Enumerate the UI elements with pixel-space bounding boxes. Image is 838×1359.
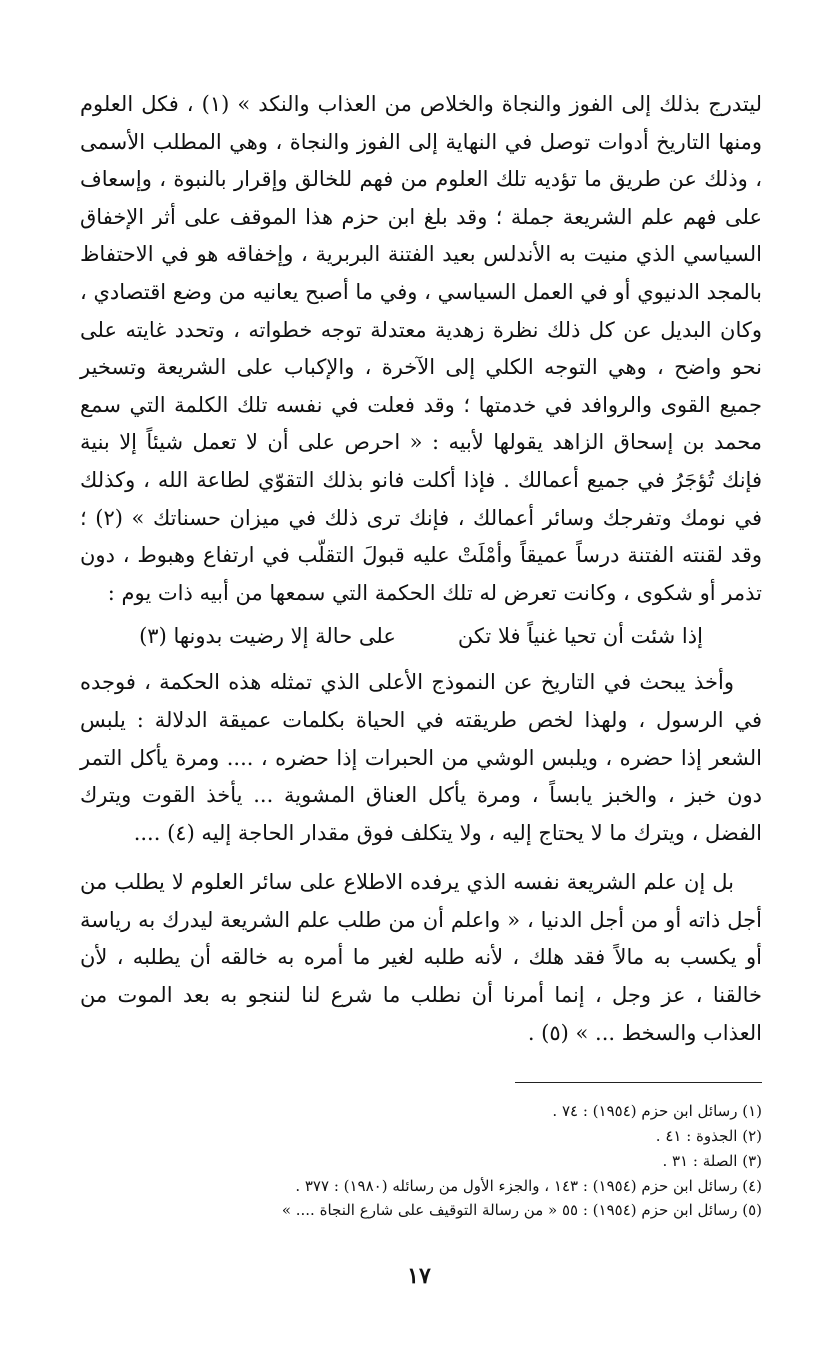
body-paragraph-1: ليتدرج بذلك إلى الفوز والنجاة والخلاص من العذاب والنكد » (١) ، فكل العلوم ومنها التاريخ أدوات توصل في النهاية إلى الفوز والنجاة ، وهي المطلب الأسمى ، وذلك عن طريق ما تؤديه تلك العلوم من فهم للخالق وإقرار بالنبوة ، وإسعاف على فهم علم الشريعة جملة ؛ وقد بلغ ابن حزم هذا الموقف على أثر الإخفاق السياسي الذي منيت به الأندلس بعيد الفتنة البربرية ، وإخفاقه هو في الاحتفاظ بالمجد الدنيوي أو في العمل السياسي ، وفي ما أصبح يعانيه من وضع اقتصادي ، وكان البديل عن كل ذلك نظرة زهدية معتدلة توجه خطواته ، وتحدد غايته على نحو واضح ، وهي التوجه الكلي إلى الآخرة ، والإكباب على الشريعة وتسخير جميع القوى والروافد في خدمتها ؛ وقد فعلت في نفسه تلك الكلمة التي سمع محمد بن إسحاق الزاهد يقولها لأبيه : « احرص على أن لا تعمل شيئاً إلا بنية فإنك تُؤجَرُ في جميع أعمالك . فإذا أكلت فانو بذلك التقوّي لطاعة الله ، وكذلك في نومك وتفرجك وسائر أعمالك ، فإنك ترى ذلك في ميزان حسناتك » (٢) ؛ وقد لقنته الفتنة درساً عميقاً وأمْلَتْ عليه قبولَ التقلّب في ارتفاع وهبوط ، دون تذمر أو شكوى ، وكانت تعرض له تلك الحكمة التي سمعها من أبيه ذات يوم : [80,92,763,605]
footnote-divider [515,1082,762,1083]
footnote-1: (١) رسائل ابن حزم (١٩٥٤) : ٧٤ . [552,1102,762,1121]
footnote-3: (٣) الصلة : ٣١ . [662,1151,762,1170]
footnote-5: (٥) رسائل ابن حزم (١٩٥٤) : ٥٥ « من رسالة التوقيف على شارع النجاة .... » [281,1201,762,1220]
verse-line [80,616,762,656]
body-paragraph-3: بل إن علم الشريعة نفسه الذي يرفده الاطلاع على سائر العلوم لا يطلب من أجل ذاته أو من أجل الدنيا ، « واعلم أن من طلب علم الشريعة ليدرك به رياسة أو يكسب به مالاً فقد هلك ، لأنه طلبه لغير ما أمره به خالقه أن يطلبه ، لأن خالقنا ، عز وجل ، إنما أمرنا أن نطلب ما شرع لنا لننجو به بعد الموت من العذاب والسخط ... » (٥) . [80,870,762,1045]
page-number: ١٧ [407,1263,431,1289]
footnote-4: (٤) رسائل ابن حزم (١٩٥٤) : ١٤٣ ، والجزء الأول من رسائله (١٩٨٠) : ٣٧٧ . [295,1176,762,1195]
verse-hemistich-second: على حالة إلا رضيت بدونها (٣) [139,624,396,649]
verse-hemistich-first: إذا شئت أن تحيا غنياً فلا تكن [457,624,703,649]
body-paragraph-2: وأخذ يبحث في التاريخ عن النموذج الأعلى الذي تمثله هذه الحكمة ، فوجده في الرسول ، ولهذا لخص طريقته في الحياة بكلمات عميقة الدلالة : يلبس الشعر إذا حضره ، ويلبس الوشي من الحبرات إذا حضره ، .... ومرة يأكل التمر دون خبز ، والخبز يابساً ، ومرة يأكل العناق المشوية ... يأخذ القوت ويترك الفضل ، ويترك ما لا يحتاج إليه ، ولا يتكلف فوق مقدار الحاجة إليه (٤) .... [80,670,762,845]
footnote-2: (٢) الجذوة : ٤١ . [655,1127,762,1146]
